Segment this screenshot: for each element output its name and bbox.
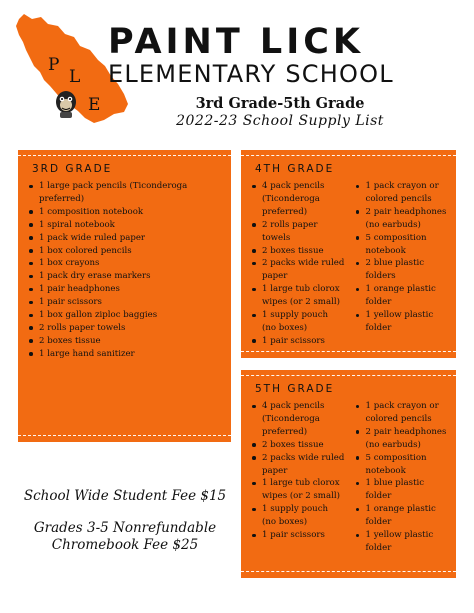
list-item: 2 packs wide ruled paper xyxy=(249,257,345,283)
grade4-list-col1 xyxy=(249,180,345,348)
list-item: 2 pair headphones (no earbuds) xyxy=(353,426,449,452)
mascot-icon xyxy=(56,91,76,118)
list-item: 1 blue plastic folder xyxy=(353,477,449,503)
grade4-list-col2 xyxy=(353,180,449,348)
grade5-title: 5TH GRADE xyxy=(255,383,335,395)
school-name-line1: PAINT LICK xyxy=(108,22,365,62)
list-item: 1 pair scissors xyxy=(249,335,345,348)
list-item: 1 large pack pencils (Ticonderoga preferred) xyxy=(26,180,223,206)
list-item: 2 pair headphones (no earbuds) xyxy=(353,206,449,232)
school-name-line2: ELEMENTARY SCHOOL xyxy=(108,60,394,88)
student-fee-text: School Wide Student Fee $15 xyxy=(23,488,227,504)
list-item: 2 boxes tissue xyxy=(26,335,223,348)
list-item: 1 spiral notebook xyxy=(26,219,223,232)
list-item: 5 composition notebook xyxy=(353,452,449,478)
list-item: 1 supply pouch (no boxes) xyxy=(249,503,345,529)
list-item: 1 pair scissors xyxy=(249,529,345,542)
logo-letter-p: P xyxy=(48,55,60,75)
grade3-title: 3RD GRADE xyxy=(32,163,113,175)
chromebook-fee-line1: Grades 3-5 Nonrefundable xyxy=(33,520,217,536)
list-item: 1 pack dry erase markers xyxy=(26,270,223,283)
list-item: 1 yellow plastic folder xyxy=(353,529,449,555)
list-item: 2 blue plastic folders xyxy=(353,257,449,283)
grade3-list xyxy=(26,180,223,361)
list-item: 2 rolls paper towels xyxy=(249,219,345,245)
list-item: 1 supply pouch (no boxes) xyxy=(249,309,345,335)
logo-letter-e: E xyxy=(88,95,101,115)
chromebook-fee-line2: Chromebook Fee $25 xyxy=(51,537,199,553)
list-item: 1 pair scissors xyxy=(26,296,223,309)
list-item: 2 boxes tissue xyxy=(249,439,345,452)
grade5-panel xyxy=(241,370,456,578)
list-item: 1 large tub clorox wipes (or 2 small) xyxy=(249,283,345,309)
list-item: 1 large tub clorox wipes (or 2 small) xyxy=(249,477,345,503)
list-item: 5 composition notebook xyxy=(353,232,449,258)
grade4-title: 4TH GRADE xyxy=(255,163,335,175)
grade-range-heading: 3rd Grade-5th Grade xyxy=(195,95,365,112)
list-item: 1 yellow plastic folder xyxy=(353,309,449,335)
list-item: 2 rolls paper towels xyxy=(26,322,223,335)
list-item: 2 packs wide ruled paper xyxy=(249,452,345,478)
list-item: 1 box crayons xyxy=(26,257,223,270)
grade5-list-col2 xyxy=(353,400,449,555)
list-item: 4 pack pencils (Ticonderoga preferred) xyxy=(249,400,345,439)
list-item: 1 large hand sanitizer xyxy=(26,348,223,361)
grade4-panel xyxy=(241,150,456,358)
grade5-list-col1 xyxy=(249,400,345,555)
list-item: 1 pack wide ruled paper xyxy=(26,232,223,245)
list-item: 1 box colored pencils xyxy=(26,245,223,258)
grade3-panel xyxy=(18,150,231,442)
list-item: 1 pair headphones xyxy=(26,283,223,296)
list-item: 1 pack crayon or colored pencils xyxy=(353,180,449,206)
logo-letter-l: L xyxy=(69,67,81,87)
list-item: 4 pack pencils (Ticonderoga preferred) xyxy=(249,180,345,219)
list-item: 2 boxes tissue xyxy=(249,245,345,258)
list-item: 1 pack crayon or colored pencils xyxy=(353,400,449,426)
supply-list-heading: 2022-23 School Supply List xyxy=(176,113,384,129)
list-item: 1 box gallon ziploc baggies xyxy=(26,309,223,322)
list-item: 1 composition notebook xyxy=(26,206,223,219)
list-item: 1 orange plastic folder xyxy=(353,503,449,529)
list-item: 1 orange plastic folder xyxy=(353,283,449,309)
